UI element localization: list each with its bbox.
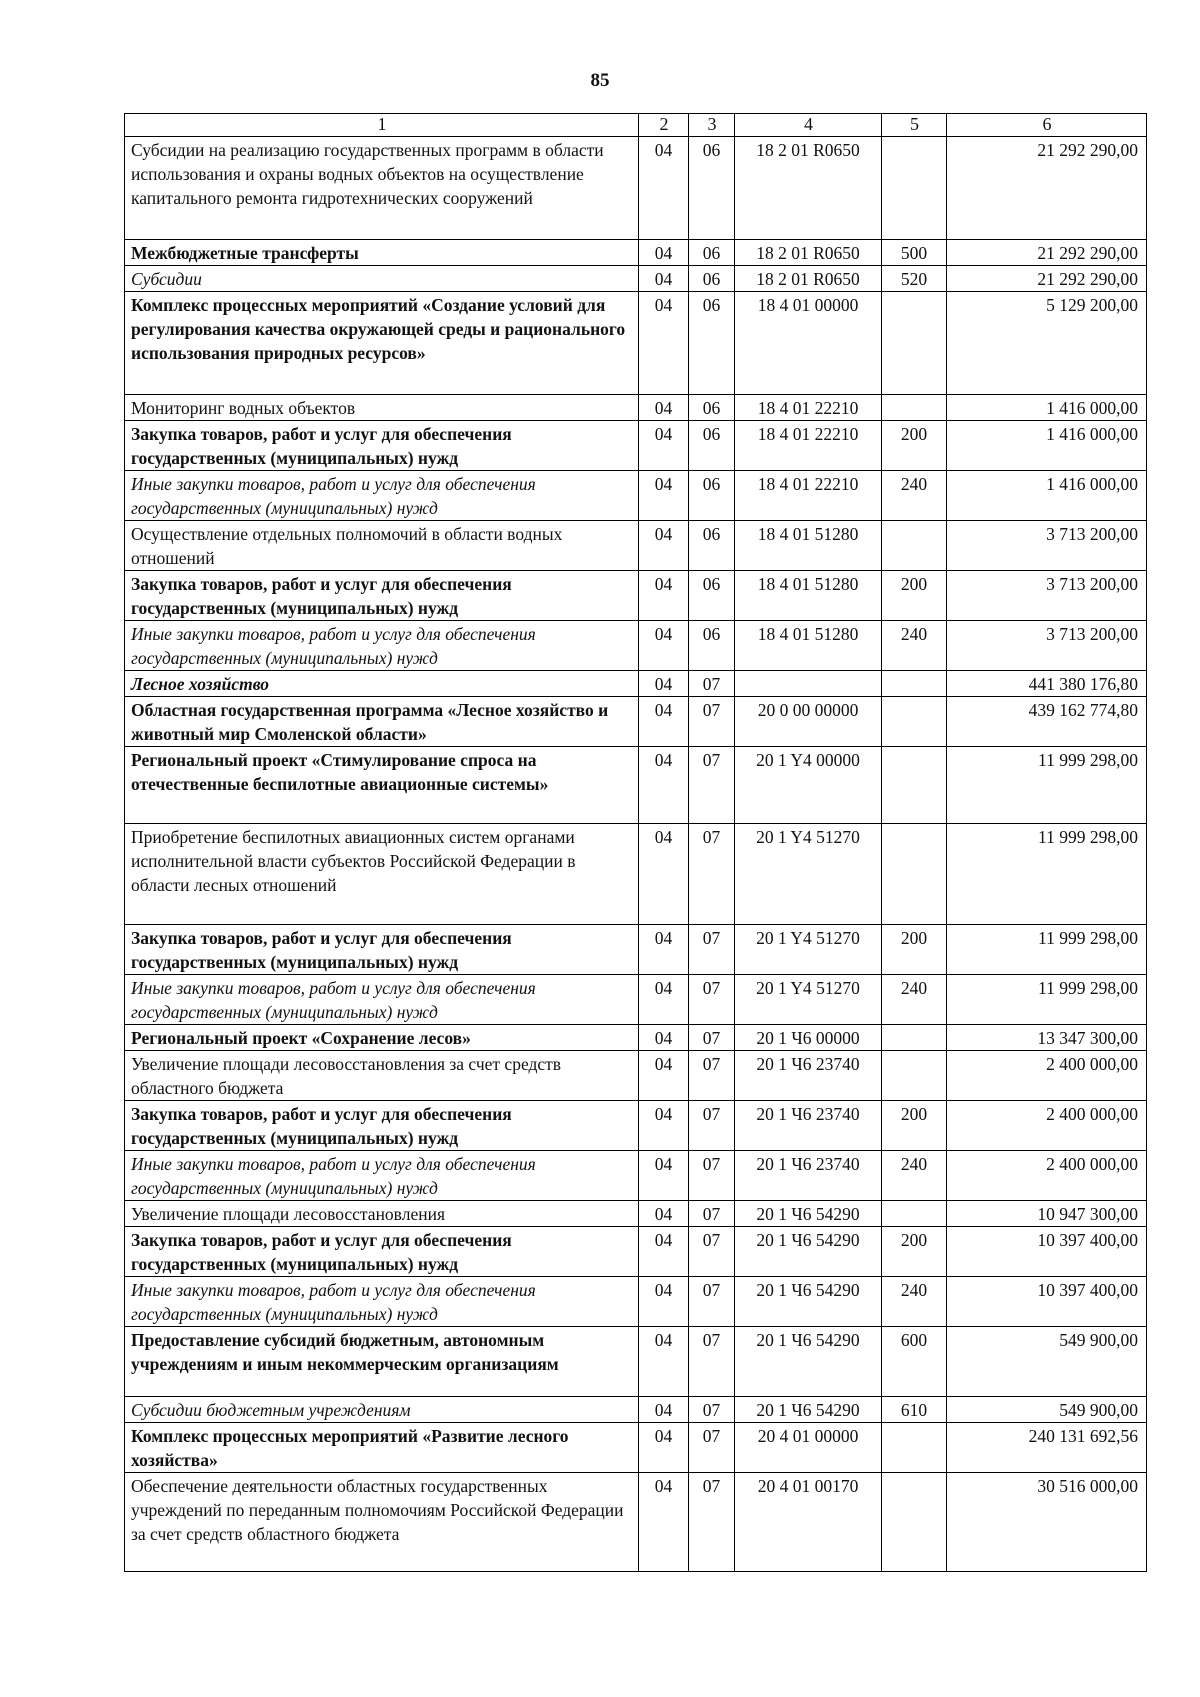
cell-subsection: 07 bbox=[689, 1423, 735, 1473]
cell-section: 04 bbox=[639, 395, 689, 421]
table-row bbox=[125, 1397, 1147, 1423]
table-row bbox=[125, 1423, 1147, 1473]
cell-subsection: 07 bbox=[689, 975, 735, 1025]
cell-section: 04 bbox=[639, 671, 689, 697]
cell-name: Иные закупки товаров, работ и услуг для обеспечения государственных (муниципальных) нужд bbox=[125, 1277, 639, 1327]
cell-target: 20 1 Ч6 54290 bbox=[735, 1397, 882, 1423]
cell-target: 18 2 01 R0650 bbox=[735, 266, 882, 292]
cell-sum: 2 400 000,00 bbox=[947, 1151, 1147, 1201]
cell-sum: 2 400 000,00 bbox=[947, 1051, 1147, 1101]
cell-section: 04 bbox=[639, 1397, 689, 1423]
cell-subsection: 06 bbox=[689, 471, 735, 521]
table-row bbox=[125, 1025, 1147, 1051]
cell-target: 18 2 01 R0650 bbox=[735, 240, 882, 266]
cell-type: 610 bbox=[882, 1397, 947, 1423]
cell-type: 600 bbox=[882, 1327, 947, 1397]
cell-type bbox=[882, 1423, 947, 1473]
cell-subsection: 07 bbox=[689, 1101, 735, 1151]
cell-sum: 21 292 290,00 bbox=[947, 266, 1147, 292]
cell-subsection: 07 bbox=[689, 1227, 735, 1277]
cell-sum: 439 162 774,80 bbox=[947, 697, 1147, 747]
cell-section: 04 bbox=[639, 571, 689, 621]
table-row bbox=[125, 1227, 1147, 1277]
cell-subsection: 07 bbox=[689, 1397, 735, 1423]
cell-name: Приобретение беспилотных авиационных систем органами исполнительной власти субъектов Российской Федерации в области лесных отношений bbox=[125, 824, 639, 925]
cell-sum: 11 999 298,00 bbox=[947, 824, 1147, 925]
cell-name: Закупка товаров, работ и услуг для обеспечения государственных (муниципальных) нужд bbox=[125, 1101, 639, 1151]
cell-subsection: 07 bbox=[689, 1277, 735, 1327]
cell-name: Иные закупки товаров, работ и услуг для обеспечения государственных (муниципальных) нужд bbox=[125, 1151, 639, 1201]
cell-sum: 3 713 200,00 bbox=[947, 621, 1147, 671]
cell-type: 200 bbox=[882, 925, 947, 975]
table-row bbox=[125, 697, 1147, 747]
cell-target: 20 1 Y4 00000 bbox=[735, 747, 882, 824]
table-row bbox=[125, 240, 1147, 266]
cell-name: Комплекс процессных мероприятий «Создание условий для регулирования качества окружающей среды и рационального использования природных ресурсов» bbox=[125, 292, 639, 395]
cell-subsection: 07 bbox=[689, 1473, 735, 1572]
cell-name: Межбюджетные трансферты bbox=[125, 240, 639, 266]
table-row bbox=[125, 137, 1147, 240]
cell-target: 20 1 Ч6 54290 bbox=[735, 1227, 882, 1277]
cell-type bbox=[882, 395, 947, 421]
cell-name: Иные закупки товаров, работ и услуг для обеспечения государственных (муниципальных) нужд bbox=[125, 975, 639, 1025]
table-row bbox=[125, 925, 1147, 975]
table-row bbox=[125, 975, 1147, 1025]
cell-type bbox=[882, 1201, 947, 1227]
cell-name: Региональный проект «Сохранение лесов» bbox=[125, 1025, 639, 1051]
table-row bbox=[125, 621, 1147, 671]
cell-sum: 5 129 200,00 bbox=[947, 292, 1147, 395]
cell-target: 20 1 Y4 51270 bbox=[735, 975, 882, 1025]
cell-name: Предоставление субсидий бюджетным, автономным учреждениям и иным некоммерческим организациям bbox=[125, 1327, 639, 1397]
cell-target: 18 4 01 22210 bbox=[735, 421, 882, 471]
cell-subsection: 07 bbox=[689, 1051, 735, 1101]
cell-sum: 240 131 692,56 bbox=[947, 1423, 1147, 1473]
cell-name: Осуществление отдельных полномочий в области водных отношений bbox=[125, 521, 639, 571]
cell-type: 240 bbox=[882, 1151, 947, 1201]
cell-type bbox=[882, 697, 947, 747]
cell-target: 20 1 Ч6 23740 bbox=[735, 1151, 882, 1201]
cell-target: 18 4 01 51280 bbox=[735, 621, 882, 671]
cell-target: 20 1 Y4 51270 bbox=[735, 824, 882, 925]
cell-subsection: 07 bbox=[689, 1201, 735, 1227]
cell-section: 04 bbox=[639, 521, 689, 571]
cell-name: Субсидии bbox=[125, 266, 639, 292]
cell-target: 18 4 01 22210 bbox=[735, 395, 882, 421]
cell-sum: 30 516 000,00 bbox=[947, 1473, 1147, 1572]
cell-target: 18 4 01 51280 bbox=[735, 521, 882, 571]
cell-type bbox=[882, 1025, 947, 1051]
cell-target: 20 1 Y4 51270 bbox=[735, 925, 882, 975]
cell-target: 18 4 01 51280 bbox=[735, 571, 882, 621]
cell-section: 04 bbox=[639, 1025, 689, 1051]
table-row bbox=[125, 671, 1147, 697]
cell-sum: 10 397 400,00 bbox=[947, 1227, 1147, 1277]
cell-name: Закупка товаров, работ и услуг для обеспечения государственных (муниципальных) нужд bbox=[125, 421, 639, 471]
cell-type: 200 bbox=[882, 571, 947, 621]
cell-name: Комплекс процессных мероприятий «Развитие лесного хозяйства» bbox=[125, 1423, 639, 1473]
cell-type bbox=[882, 1473, 947, 1572]
table-row bbox=[125, 292, 1147, 395]
cell-section: 04 bbox=[639, 1101, 689, 1151]
cell-sum: 13 347 300,00 bbox=[947, 1025, 1147, 1051]
header-cell-section: 2 bbox=[639, 114, 689, 137]
cell-target: 20 1 Ч6 54290 bbox=[735, 1201, 882, 1227]
cell-name: Закупка товаров, работ и услуг для обеспечения государственных (муниципальных) нужд bbox=[125, 1227, 639, 1277]
cell-section: 04 bbox=[639, 471, 689, 521]
cell-sum: 11 999 298,00 bbox=[947, 925, 1147, 975]
cell-sum: 441 380 176,80 bbox=[947, 671, 1147, 697]
cell-subsection: 07 bbox=[689, 925, 735, 975]
cell-name: Иные закупки товаров, работ и услуг для обеспечения государственных (муниципальных) нужд bbox=[125, 471, 639, 521]
header-cell-target: 4 bbox=[735, 114, 882, 137]
cell-type bbox=[882, 824, 947, 925]
header-cell-type: 5 bbox=[882, 114, 947, 137]
table-row bbox=[125, 1151, 1147, 1201]
cell-subsection: 06 bbox=[689, 240, 735, 266]
table-row bbox=[125, 571, 1147, 621]
cell-subsection: 06 bbox=[689, 421, 735, 471]
cell-section: 04 bbox=[639, 1327, 689, 1397]
header-row bbox=[125, 114, 1147, 137]
cell-target: 18 4 01 22210 bbox=[735, 471, 882, 521]
cell-target: 18 4 01 00000 bbox=[735, 292, 882, 395]
table-row bbox=[125, 1327, 1147, 1397]
table-row bbox=[125, 1201, 1147, 1227]
cell-section: 04 bbox=[639, 1277, 689, 1327]
cell-sum: 21 292 290,00 bbox=[947, 240, 1147, 266]
cell-name: Обеспечение деятельности областных государственных учреждений по переданным полномочиям Российской Федерации за счет средств областного бюджета bbox=[125, 1473, 639, 1572]
table-row bbox=[125, 747, 1147, 824]
cell-subsection: 07 bbox=[689, 1025, 735, 1051]
cell-name: Региональный проект «Стимулирование спроса на отечественные беспилотные авиационные системы» bbox=[125, 747, 639, 824]
cell-subsection: 06 bbox=[689, 621, 735, 671]
cell-subsection: 06 bbox=[689, 571, 735, 621]
cell-name: Субсидии на реализацию государственных программ в области использования и охраны водных объектов на осуществление капитального ремонта гидротехнических сооружений bbox=[125, 137, 639, 240]
cell-section: 04 bbox=[639, 137, 689, 240]
cell-section: 04 bbox=[639, 292, 689, 395]
cell-type: 200 bbox=[882, 421, 947, 471]
cell-sum: 3 713 200,00 bbox=[947, 521, 1147, 571]
table-row bbox=[125, 521, 1147, 571]
cell-subsection: 06 bbox=[689, 292, 735, 395]
cell-section: 04 bbox=[639, 925, 689, 975]
table-row bbox=[125, 824, 1147, 925]
cell-target: 20 0 00 00000 bbox=[735, 697, 882, 747]
cell-sum: 10 397 400,00 bbox=[947, 1277, 1147, 1327]
cell-sum: 10 947 300,00 bbox=[947, 1201, 1147, 1227]
cell-section: 04 bbox=[639, 1227, 689, 1277]
cell-sum: 2 400 000,00 bbox=[947, 1101, 1147, 1151]
cell-subsection: 07 bbox=[689, 1151, 735, 1201]
cell-target: 20 1 Ч6 23740 bbox=[735, 1101, 882, 1151]
table-body bbox=[125, 114, 1147, 1572]
cell-type: 240 bbox=[882, 471, 947, 521]
cell-sum: 549 900,00 bbox=[947, 1397, 1147, 1423]
cell-subsection: 07 bbox=[689, 697, 735, 747]
cell-sum: 549 900,00 bbox=[947, 1327, 1147, 1397]
cell-type: 240 bbox=[882, 1277, 947, 1327]
cell-type bbox=[882, 137, 947, 240]
table-row bbox=[125, 1473, 1147, 1572]
cell-section: 04 bbox=[639, 1423, 689, 1473]
cell-type: 520 bbox=[882, 266, 947, 292]
cell-sum: 1 416 000,00 bbox=[947, 471, 1147, 521]
cell-type bbox=[882, 671, 947, 697]
cell-name: Лесное хозяйство bbox=[125, 671, 639, 697]
table-row bbox=[125, 395, 1147, 421]
cell-target: 18 2 01 R0650 bbox=[735, 137, 882, 240]
cell-section: 04 bbox=[639, 697, 689, 747]
cell-section: 04 bbox=[639, 1151, 689, 1201]
cell-section: 04 bbox=[639, 266, 689, 292]
cell-target bbox=[735, 671, 882, 697]
cell-section: 04 bbox=[639, 824, 689, 925]
cell-section: 04 bbox=[639, 1201, 689, 1227]
cell-type: 500 bbox=[882, 240, 947, 266]
cell-type: 240 bbox=[882, 975, 947, 1025]
cell-target: 20 1 Ч6 54290 bbox=[735, 1277, 882, 1327]
cell-name: Иные закупки товаров, работ и услуг для обеспечения государственных (муниципальных) нужд bbox=[125, 621, 639, 671]
cell-section: 04 bbox=[639, 421, 689, 471]
cell-subsection: 07 bbox=[689, 671, 735, 697]
cell-section: 04 bbox=[639, 747, 689, 824]
table-row bbox=[125, 471, 1147, 521]
cell-section: 04 bbox=[639, 1473, 689, 1572]
cell-subsection: 07 bbox=[689, 824, 735, 925]
cell-section: 04 bbox=[639, 240, 689, 266]
cell-sum: 1 416 000,00 bbox=[947, 421, 1147, 471]
cell-type bbox=[882, 747, 947, 824]
cell-subsection: 06 bbox=[689, 137, 735, 240]
cell-name: Закупка товаров, работ и услуг для обеспечения государственных (муниципальных) нужд bbox=[125, 925, 639, 975]
cell-subsection: 06 bbox=[689, 266, 735, 292]
cell-name: Увеличение площади лесовосстановления bbox=[125, 1201, 639, 1227]
cell-type: 200 bbox=[882, 1101, 947, 1151]
header-cell-sum: 6 bbox=[947, 114, 1147, 137]
cell-sum: 21 292 290,00 bbox=[947, 137, 1147, 240]
cell-target: 20 1 Ч6 23740 bbox=[735, 1051, 882, 1101]
cell-target: 20 1 Ч6 54290 bbox=[735, 1327, 882, 1397]
cell-subsection: 06 bbox=[689, 521, 735, 571]
table-row bbox=[125, 1277, 1147, 1327]
cell-name: Мониторинг водных объектов bbox=[125, 395, 639, 421]
cell-subsection: 07 bbox=[689, 747, 735, 824]
cell-sum: 11 999 298,00 bbox=[947, 975, 1147, 1025]
cell-name: Областная государственная программа «Лесное хозяйство и животный мир Смоленской области» bbox=[125, 697, 639, 747]
cell-type bbox=[882, 521, 947, 571]
cell-name: Увеличение площади лесовосстановления за счет средств областного бюджета bbox=[125, 1051, 639, 1101]
cell-type bbox=[882, 292, 947, 395]
cell-section: 04 bbox=[639, 1051, 689, 1101]
cell-section: 04 bbox=[639, 975, 689, 1025]
budget-table bbox=[124, 113, 1147, 1572]
cell-name: Субсидии бюджетным учреждениям bbox=[125, 1397, 639, 1423]
table-row bbox=[125, 266, 1147, 292]
page-number: 85 bbox=[590, 70, 610, 91]
table-row bbox=[125, 1101, 1147, 1151]
cell-sum: 3 713 200,00 bbox=[947, 571, 1147, 621]
cell-type bbox=[882, 1051, 947, 1101]
header-cell-name: 1 bbox=[125, 114, 639, 137]
cell-target: 20 4 01 00170 bbox=[735, 1473, 882, 1572]
cell-target: 20 4 01 00000 bbox=[735, 1423, 882, 1473]
cell-target: 20 1 Ч6 00000 bbox=[735, 1025, 882, 1051]
cell-section: 04 bbox=[639, 621, 689, 671]
header-cell-subsection: 3 bbox=[689, 114, 735, 137]
cell-subsection: 07 bbox=[689, 1327, 735, 1397]
cell-type: 200 bbox=[882, 1227, 947, 1277]
cell-sum: 11 999 298,00 bbox=[947, 747, 1147, 824]
table-row bbox=[125, 1051, 1147, 1101]
cell-sum: 1 416 000,00 bbox=[947, 395, 1147, 421]
cell-name: Закупка товаров, работ и услуг для обеспечения государственных (муниципальных) нужд bbox=[125, 571, 639, 621]
cell-subsection: 06 bbox=[689, 395, 735, 421]
cell-type: 240 bbox=[882, 621, 947, 671]
table-row bbox=[125, 421, 1147, 471]
